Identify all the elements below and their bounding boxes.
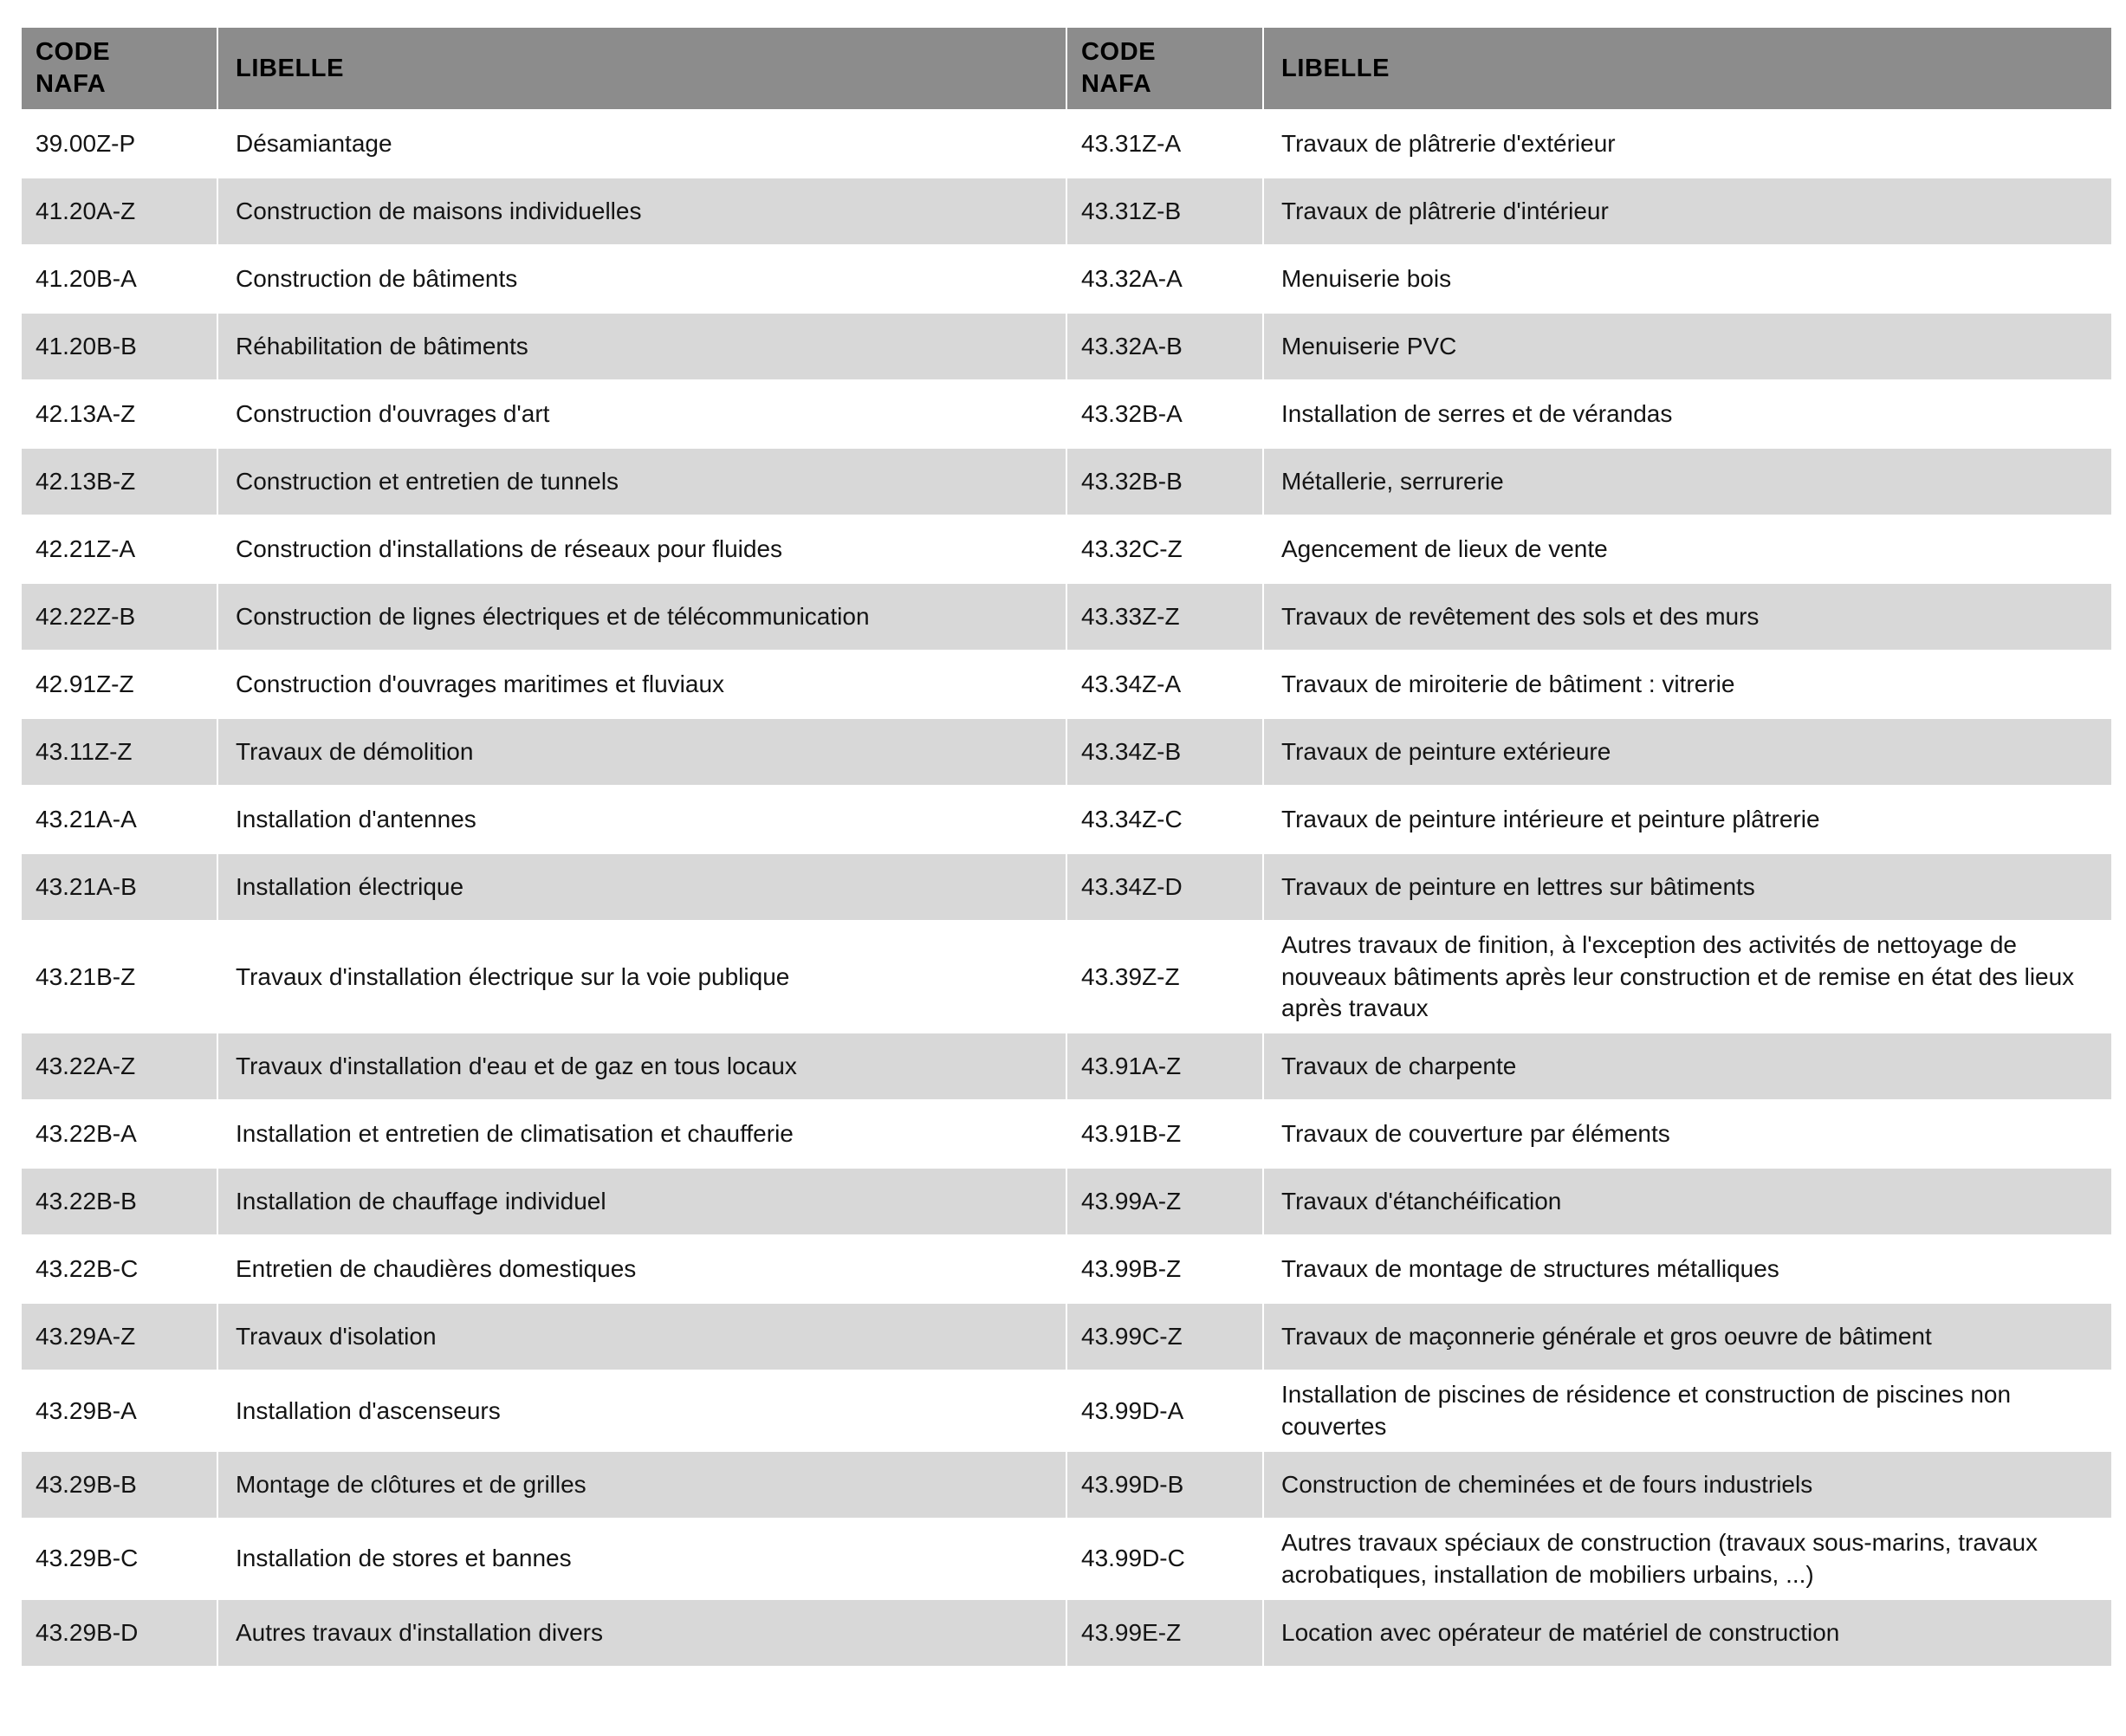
- cell-code-right: 43.31Z-A: [1066, 110, 1263, 178]
- cell-code-left: 43.22B-B: [21, 1168, 217, 1235]
- cell-libelle-left: Installation de stores et bannes: [217, 1519, 1066, 1599]
- cell-code-right: 43.91B-Z: [1066, 1100, 1263, 1168]
- table-row: [21, 651, 2112, 718]
- table-row: [21, 1370, 2112, 1451]
- table-row: [21, 1451, 2112, 1519]
- cell-libelle-right: Construction de cheminées et de fours industriels: [1263, 1451, 2112, 1519]
- cell-code-left: 43.29B-A: [21, 1370, 217, 1451]
- table-row: [21, 515, 2112, 583]
- cell-code-right: 43.99C-Z: [1066, 1303, 1263, 1370]
- table-row: [21, 1033, 2112, 1100]
- cell-code-left: 43.29B-D: [21, 1599, 217, 1667]
- cell-code-right: 43.99B-Z: [1066, 1235, 1263, 1303]
- cell-libelle-left: Installation d'ascenseurs: [217, 1370, 1066, 1451]
- header-label-code-right-line1: CODE: [1081, 38, 1157, 66]
- cell-code-left: 42.21Z-A: [21, 515, 217, 583]
- cell-code-right: 43.32C-Z: [1066, 515, 1263, 583]
- table-row: [21, 380, 2112, 448]
- cell-code-right: 43.99D-C: [1066, 1519, 1263, 1599]
- cell-code-left: 42.91Z-Z: [21, 651, 217, 718]
- cell-code-left: 43.22B-C: [21, 1235, 217, 1303]
- table-row: [21, 1599, 2112, 1667]
- cell-code-left: 43.11Z-Z: [21, 718, 217, 786]
- cell-libelle-right: Location avec opérateur de matériel de construction: [1263, 1599, 2112, 1667]
- cell-code-right: 43.34Z-B: [1066, 718, 1263, 786]
- table-row: [21, 110, 2112, 178]
- cell-libelle-right: Travaux de peinture extérieure: [1263, 718, 2112, 786]
- table-body: [21, 110, 2112, 1667]
- cell-libelle-right: Travaux de miroiterie de bâtiment : vitrerie: [1263, 651, 2112, 718]
- table-row: [21, 1303, 2112, 1370]
- cell-libelle-left: Construction de bâtiments: [217, 245, 1066, 313]
- cell-code-right: 43.39Z-Z: [1066, 921, 1263, 1033]
- cell-libelle-right: Travaux de plâtrerie d'intérieur: [1263, 178, 2112, 245]
- cell-libelle-left: Construction d'ouvrages d'art: [217, 380, 1066, 448]
- cell-code-right: 43.99D-B: [1066, 1451, 1263, 1519]
- cell-libelle-left: Construction et entretien de tunnels: [217, 448, 1066, 515]
- cell-code-right: 43.32A-A: [1066, 245, 1263, 313]
- cell-libelle-right: Installation de serres et de vérandas: [1263, 380, 2112, 448]
- cell-libelle-right: Travaux de revêtement des sols et des murs: [1263, 583, 2112, 651]
- cell-code-right: 43.32B-A: [1066, 380, 1263, 448]
- cell-code-right: 43.32A-B: [1066, 313, 1263, 380]
- cell-libelle-left: Installation d'antennes: [217, 786, 1066, 853]
- cell-libelle-left: Construction de maisons individuelles: [217, 178, 1066, 245]
- cell-libelle-left: Installation électrique: [217, 853, 1066, 921]
- cell-code-right: 43.34Z-C: [1066, 786, 1263, 853]
- header-label-code-right-line2: NAFA: [1081, 70, 1152, 99]
- cell-code-right: 43.99D-A: [1066, 1370, 1263, 1451]
- column-header-libelle-right: LIBELLE: [1263, 27, 2112, 110]
- cell-libelle-right: Travaux de montage de structures métalliques: [1263, 1235, 2112, 1303]
- cell-libelle-left: Travaux de démolition: [217, 718, 1066, 786]
- cell-libelle-left: Travaux d'installation d'eau et de gaz en tous locaux: [217, 1033, 1066, 1100]
- cell-libelle-left: Installation et entretien de climatisation et chaufferie: [217, 1100, 1066, 1168]
- table-row: [21, 921, 2112, 1033]
- cell-libelle-left: Autres travaux d'installation divers: [217, 1599, 1066, 1667]
- cell-code-left: 43.29A-Z: [21, 1303, 217, 1370]
- cell-code-left: 42.13A-Z: [21, 380, 217, 448]
- table-row: [21, 313, 2112, 380]
- cell-code-right: 43.99A-Z: [1066, 1168, 1263, 1235]
- cell-libelle-right: Installation de piscines de résidence et construction de piscines non couvertes: [1263, 1370, 2112, 1451]
- cell-libelle-right: Métallerie, serrurerie: [1263, 448, 2112, 515]
- table-row: [21, 1100, 2112, 1168]
- cell-libelle-right: Travaux de couverture par éléments: [1263, 1100, 2112, 1168]
- cell-code-left: 43.29B-B: [21, 1451, 217, 1519]
- column-header-libelle-left: LIBELLE: [217, 27, 1066, 110]
- cell-libelle-left: Travaux d'installation électrique sur la voie publique: [217, 921, 1066, 1033]
- cell-code-right: 43.34Z-A: [1066, 651, 1263, 718]
- nafa-code-table: [20, 26, 2113, 1668]
- cell-code-left: 39.00Z-P: [21, 110, 217, 178]
- cell-libelle-right: Menuiserie PVC: [1263, 313, 2112, 380]
- cell-libelle-left: Construction d'installations de réseaux pour fluides: [217, 515, 1066, 583]
- cell-libelle-right: Autres travaux de finition, à l'exception des activités de nettoyage de nouveaux bâtiments après leur construction et de remise en état des lieux après travaux: [1263, 921, 2112, 1033]
- table-header: [21, 27, 2112, 110]
- cell-code-right: 43.99E-Z: [1066, 1599, 1263, 1667]
- cell-code-left: 41.20B-B: [21, 313, 217, 380]
- cell-libelle-right: Travaux de charpente: [1263, 1033, 2112, 1100]
- table-row: [21, 1519, 2112, 1599]
- cell-code-left: 41.20B-A: [21, 245, 217, 313]
- table-row: [21, 1235, 2112, 1303]
- cell-code-right: 43.91A-Z: [1066, 1033, 1263, 1100]
- cell-libelle-left: Montage de clôtures et de grilles: [217, 1451, 1066, 1519]
- cell-libelle-left: Désamiantage: [217, 110, 1066, 178]
- cell-libelle-left: Construction de lignes électriques et de télécommunication: [217, 583, 1066, 651]
- column-header-code-nafa-right: [1066, 27, 1263, 110]
- cell-libelle-right: Autres travaux spéciaux de construction (travaux sous-marins, travaux acrobatiques, installation de mobiliers urbains, ...): [1263, 1519, 2112, 1599]
- table-row: [21, 178, 2112, 245]
- header-label-code-left-line1: CODE: [36, 38, 111, 66]
- cell-libelle-left: Installation de chauffage individuel: [217, 1168, 1066, 1235]
- cell-libelle-right: Agencement de lieux de vente: [1263, 515, 2112, 583]
- table-row: [21, 853, 2112, 921]
- cell-code-left: 43.29B-C: [21, 1519, 217, 1599]
- cell-code-left: 42.13B-Z: [21, 448, 217, 515]
- cell-libelle-left: Réhabilitation de bâtiments: [217, 313, 1066, 380]
- cell-code-left: 43.21B-Z: [21, 921, 217, 1033]
- cell-libelle-right: Travaux de maçonnerie générale et gros oeuvre de bâtiment: [1263, 1303, 2112, 1370]
- cell-code-right: 43.31Z-B: [1066, 178, 1263, 245]
- cell-libelle-left: Travaux d'isolation: [217, 1303, 1066, 1370]
- cell-libelle-right: Travaux d'étanchéification: [1263, 1168, 2112, 1235]
- cell-code-left: 42.22Z-B: [21, 583, 217, 651]
- cell-libelle-left: Entretien de chaudières domestiques: [217, 1235, 1066, 1303]
- cell-code-left: 43.21A-B: [21, 853, 217, 921]
- table-row: [21, 583, 2112, 651]
- cell-libelle-right: Travaux de plâtrerie d'extérieur: [1263, 110, 2112, 178]
- table-row: [21, 1168, 2112, 1235]
- cell-code-left: 43.21A-A: [21, 786, 217, 853]
- cell-code-left: 43.22A-Z: [21, 1033, 217, 1100]
- cell-libelle-left: Construction d'ouvrages maritimes et fluviaux: [217, 651, 1066, 718]
- cell-code-left: 41.20A-Z: [21, 178, 217, 245]
- cell-code-left: 43.22B-A: [21, 1100, 217, 1168]
- header-row: [21, 27, 2112, 110]
- table-row: [21, 448, 2112, 515]
- header-label-code-left-line2: NAFA: [36, 70, 107, 99]
- table-row: [21, 245, 2112, 313]
- cell-libelle-right: Travaux de peinture intérieure et peinture plâtrerie: [1263, 786, 2112, 853]
- cell-libelle-right: Menuiserie bois: [1263, 245, 2112, 313]
- table-row: [21, 718, 2112, 786]
- table-row: [21, 786, 2112, 853]
- cell-code-right: 43.33Z-Z: [1066, 583, 1263, 651]
- cell-code-right: 43.34Z-D: [1066, 853, 1263, 921]
- cell-libelle-right: Travaux de peinture en lettres sur bâtiments: [1263, 853, 2112, 921]
- cell-code-right: 43.32B-B: [1066, 448, 1263, 515]
- column-header-code-nafa-left: [21, 27, 217, 110]
